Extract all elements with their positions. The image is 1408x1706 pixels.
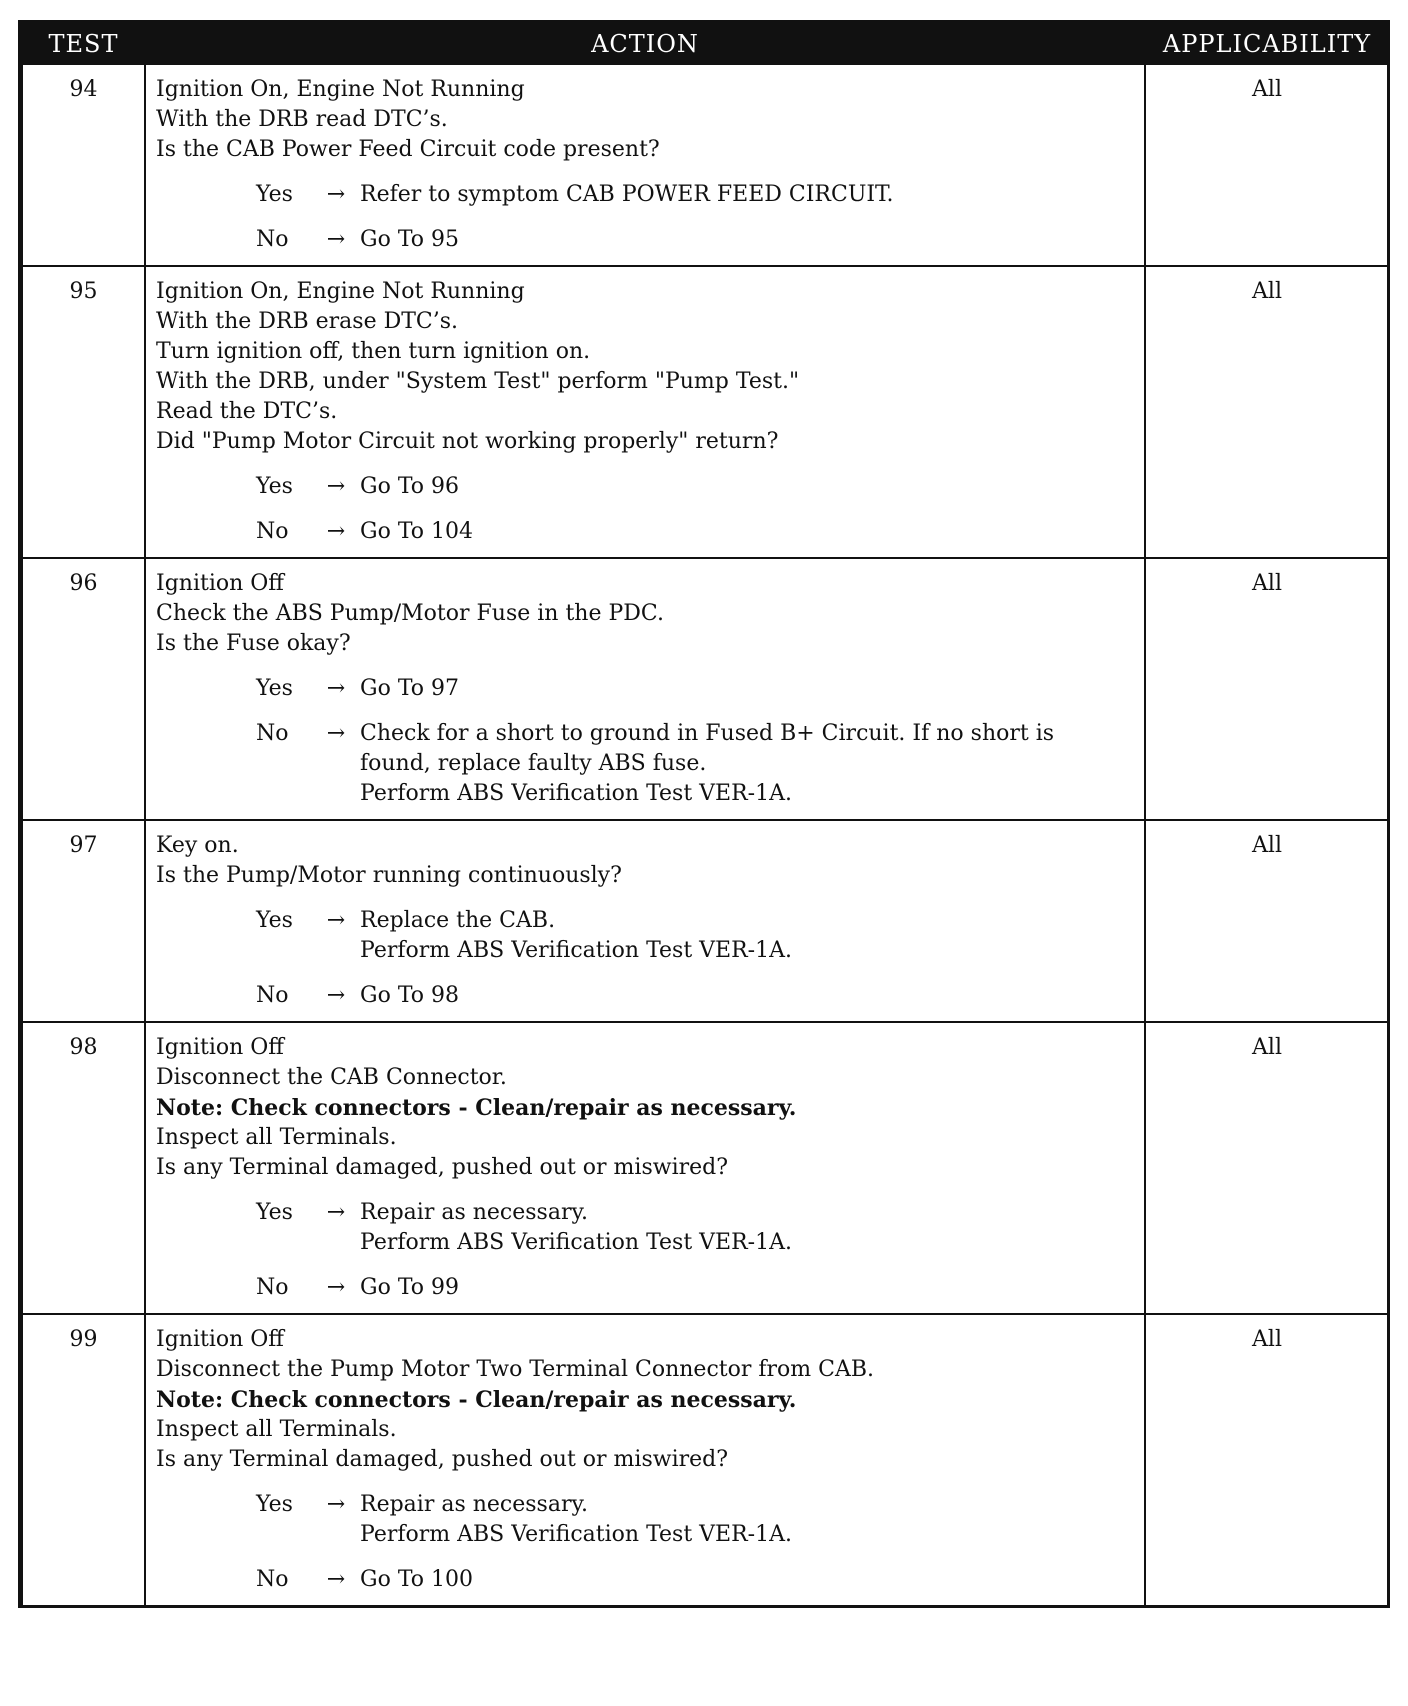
outcome-line: found, replace faulty ABS fuse. [360,751,707,776]
table-row [22,1314,1388,1605]
applicability-value: All [1145,65,1388,266]
outcome-line: Perform ABS Verification Test VER-1A. [360,1230,792,1255]
action-cell [145,65,1145,266]
result-outcome [360,1565,1136,1595]
action-step: Did "Pump Motor Circuit not working properly" return? [156,429,779,454]
result-answer: Yes [256,1200,293,1225]
applicability-value: All [1145,820,1388,1022]
outcome-line: Perform ABS Verification Test VER-1A. [360,938,792,963]
outcome-line: Go To 100 [360,1567,474,1592]
result-outcome [360,1198,1136,1258]
result-answer: Yes [256,908,293,933]
result-branch [256,719,1136,809]
arrow-right-icon: → [326,519,346,544]
arrow-right-icon: → [326,676,346,701]
arrow-right-icon: → [326,227,346,252]
action-step: Turn ignition off, then turn ignition on. [156,339,591,364]
outcome-line: Perform ABS Verification Test VER-1A. [360,781,792,806]
result-answer: No [256,721,289,746]
result-branch [256,1198,1136,1258]
action-cell [145,820,1145,1022]
arrow-right-icon: → [326,1275,346,1300]
table-body [22,65,1388,1605]
test-number: 98 [22,1022,145,1314]
table-row [22,65,1388,266]
result-branch [256,517,1136,547]
arrow-right-icon: → [326,983,346,1008]
action-step: Key on. [156,833,239,858]
arrow-right-icon: → [326,908,346,933]
header-applicability: APPLICABILITY [1145,23,1388,65]
outcome-line: Check for a short to ground in Fused B+ Circuit. If no short is [360,721,1055,746]
header-action: ACTION [145,23,1145,65]
action-step: Is the CAB Power Feed Circuit code present? [156,137,660,162]
outcome-line: Go To 95 [360,227,460,252]
arrow-right-icon: → [326,474,346,499]
action-cell [145,1022,1145,1314]
result-branch [256,981,1136,1011]
outcome-line: Perform ABS Verification Test VER-1A. [360,1522,792,1547]
test-table [21,23,1388,1605]
arrow-right-icon: → [326,1492,346,1517]
result-branch [256,1565,1136,1595]
applicability-value: All [1145,1314,1388,1605]
result-branch [256,906,1136,966]
action-step: Is any Terminal damaged, pushed out or miswired? [156,1155,729,1180]
action-step: Check the ABS Pump/Motor Fuse in the PDC. [156,601,664,626]
action-step: Inspect all Terminals. [156,1125,397,1150]
note-line: Note: Check connectors - Clean/repair as necessary. [156,1387,797,1413]
arrow-right-icon: → [326,721,346,746]
test-number: 99 [22,1314,145,1605]
table-row [22,558,1388,820]
result-outcome [360,1490,1136,1550]
note-line: Note: Check connectors - Clean/repair as necessary. [156,1095,797,1121]
result-answer: Yes [256,676,293,701]
action-step: With the DRB read DTC’s. [156,107,448,132]
applicability-value: All [1145,558,1388,820]
table-row [22,266,1388,558]
test-number: 97 [22,820,145,1022]
outcome-line: Go To 99 [360,1275,460,1300]
result-branch [256,674,1136,704]
action-step: Is the Fuse okay? [156,631,351,656]
outcome-line: Repair as necessary. [360,1200,588,1225]
result-answer: Yes [256,1492,293,1517]
outcome-line: Repair as necessary. [360,1492,588,1517]
outcome-line: Go To 96 [360,474,460,499]
result-outcome [360,981,1136,1011]
applicability-value: All [1145,266,1388,558]
action-step: Ignition Off [156,1035,284,1060]
result-answer: No [256,1567,289,1592]
action-cell [145,266,1145,558]
arrow-right-icon: → [326,182,346,207]
table-header [22,23,1388,65]
header-test: TEST [22,23,145,65]
test-number: 96 [22,558,145,820]
result-outcome [360,719,1136,809]
diagnostic-test-table [18,20,1390,1608]
action-step: With the DRB erase DTC’s. [156,309,459,334]
outcome-line: Refer to symptom CAB POWER FEED CIRCUIT. [360,182,894,207]
result-answer: No [256,983,289,1008]
result-branch [256,1273,1136,1303]
action-step: Read the DTC’s. [156,399,338,424]
arrow-right-icon: → [326,1200,346,1225]
result-outcome [360,906,1136,966]
action-step: Ignition Off [156,1327,284,1352]
result-outcome [360,472,1136,502]
action-cell [145,1314,1145,1605]
test-number: 94 [22,65,145,266]
action-cell [145,558,1145,820]
result-branch [256,472,1136,502]
result-outcome [360,225,1136,255]
action-step: Ignition On, Engine Not Running [156,77,525,102]
action-step: With the DRB, under "System Test" perform "Pump Test." [156,369,800,394]
result-outcome [360,1273,1136,1303]
outcome-line: Go To 97 [360,676,460,701]
result-outcome [360,180,1136,210]
table-row [22,1022,1388,1314]
result-outcome [360,674,1136,704]
outcome-line: Go To 98 [360,983,460,1008]
result-branch [256,1490,1136,1550]
action-step: Is the Pump/Motor running continuously? [156,863,622,888]
result-answer: No [256,1275,289,1300]
result-answer: Yes [256,182,293,207]
outcome-line: Replace the CAB. [360,908,556,933]
test-number: 95 [22,266,145,558]
result-answer: Yes [256,474,293,499]
arrow-right-icon: → [326,1567,346,1592]
action-step: Is any Terminal damaged, pushed out or miswired? [156,1447,729,1472]
result-answer: No [256,519,289,544]
action-step: Inspect all Terminals. [156,1417,397,1442]
action-step: Ignition Off [156,571,284,596]
applicability-value: All [1145,1022,1388,1314]
result-answer: No [256,227,289,252]
action-step: Disconnect the CAB Connector. [156,1065,507,1090]
outcome-line: Go To 104 [360,519,474,544]
result-branch [256,225,1136,255]
result-branch [256,180,1136,210]
action-step: Disconnect the Pump Motor Two Terminal Connector from CAB. [156,1357,875,1382]
action-step: Ignition On, Engine Not Running [156,279,525,304]
result-outcome [360,517,1136,547]
table-row [22,820,1388,1022]
